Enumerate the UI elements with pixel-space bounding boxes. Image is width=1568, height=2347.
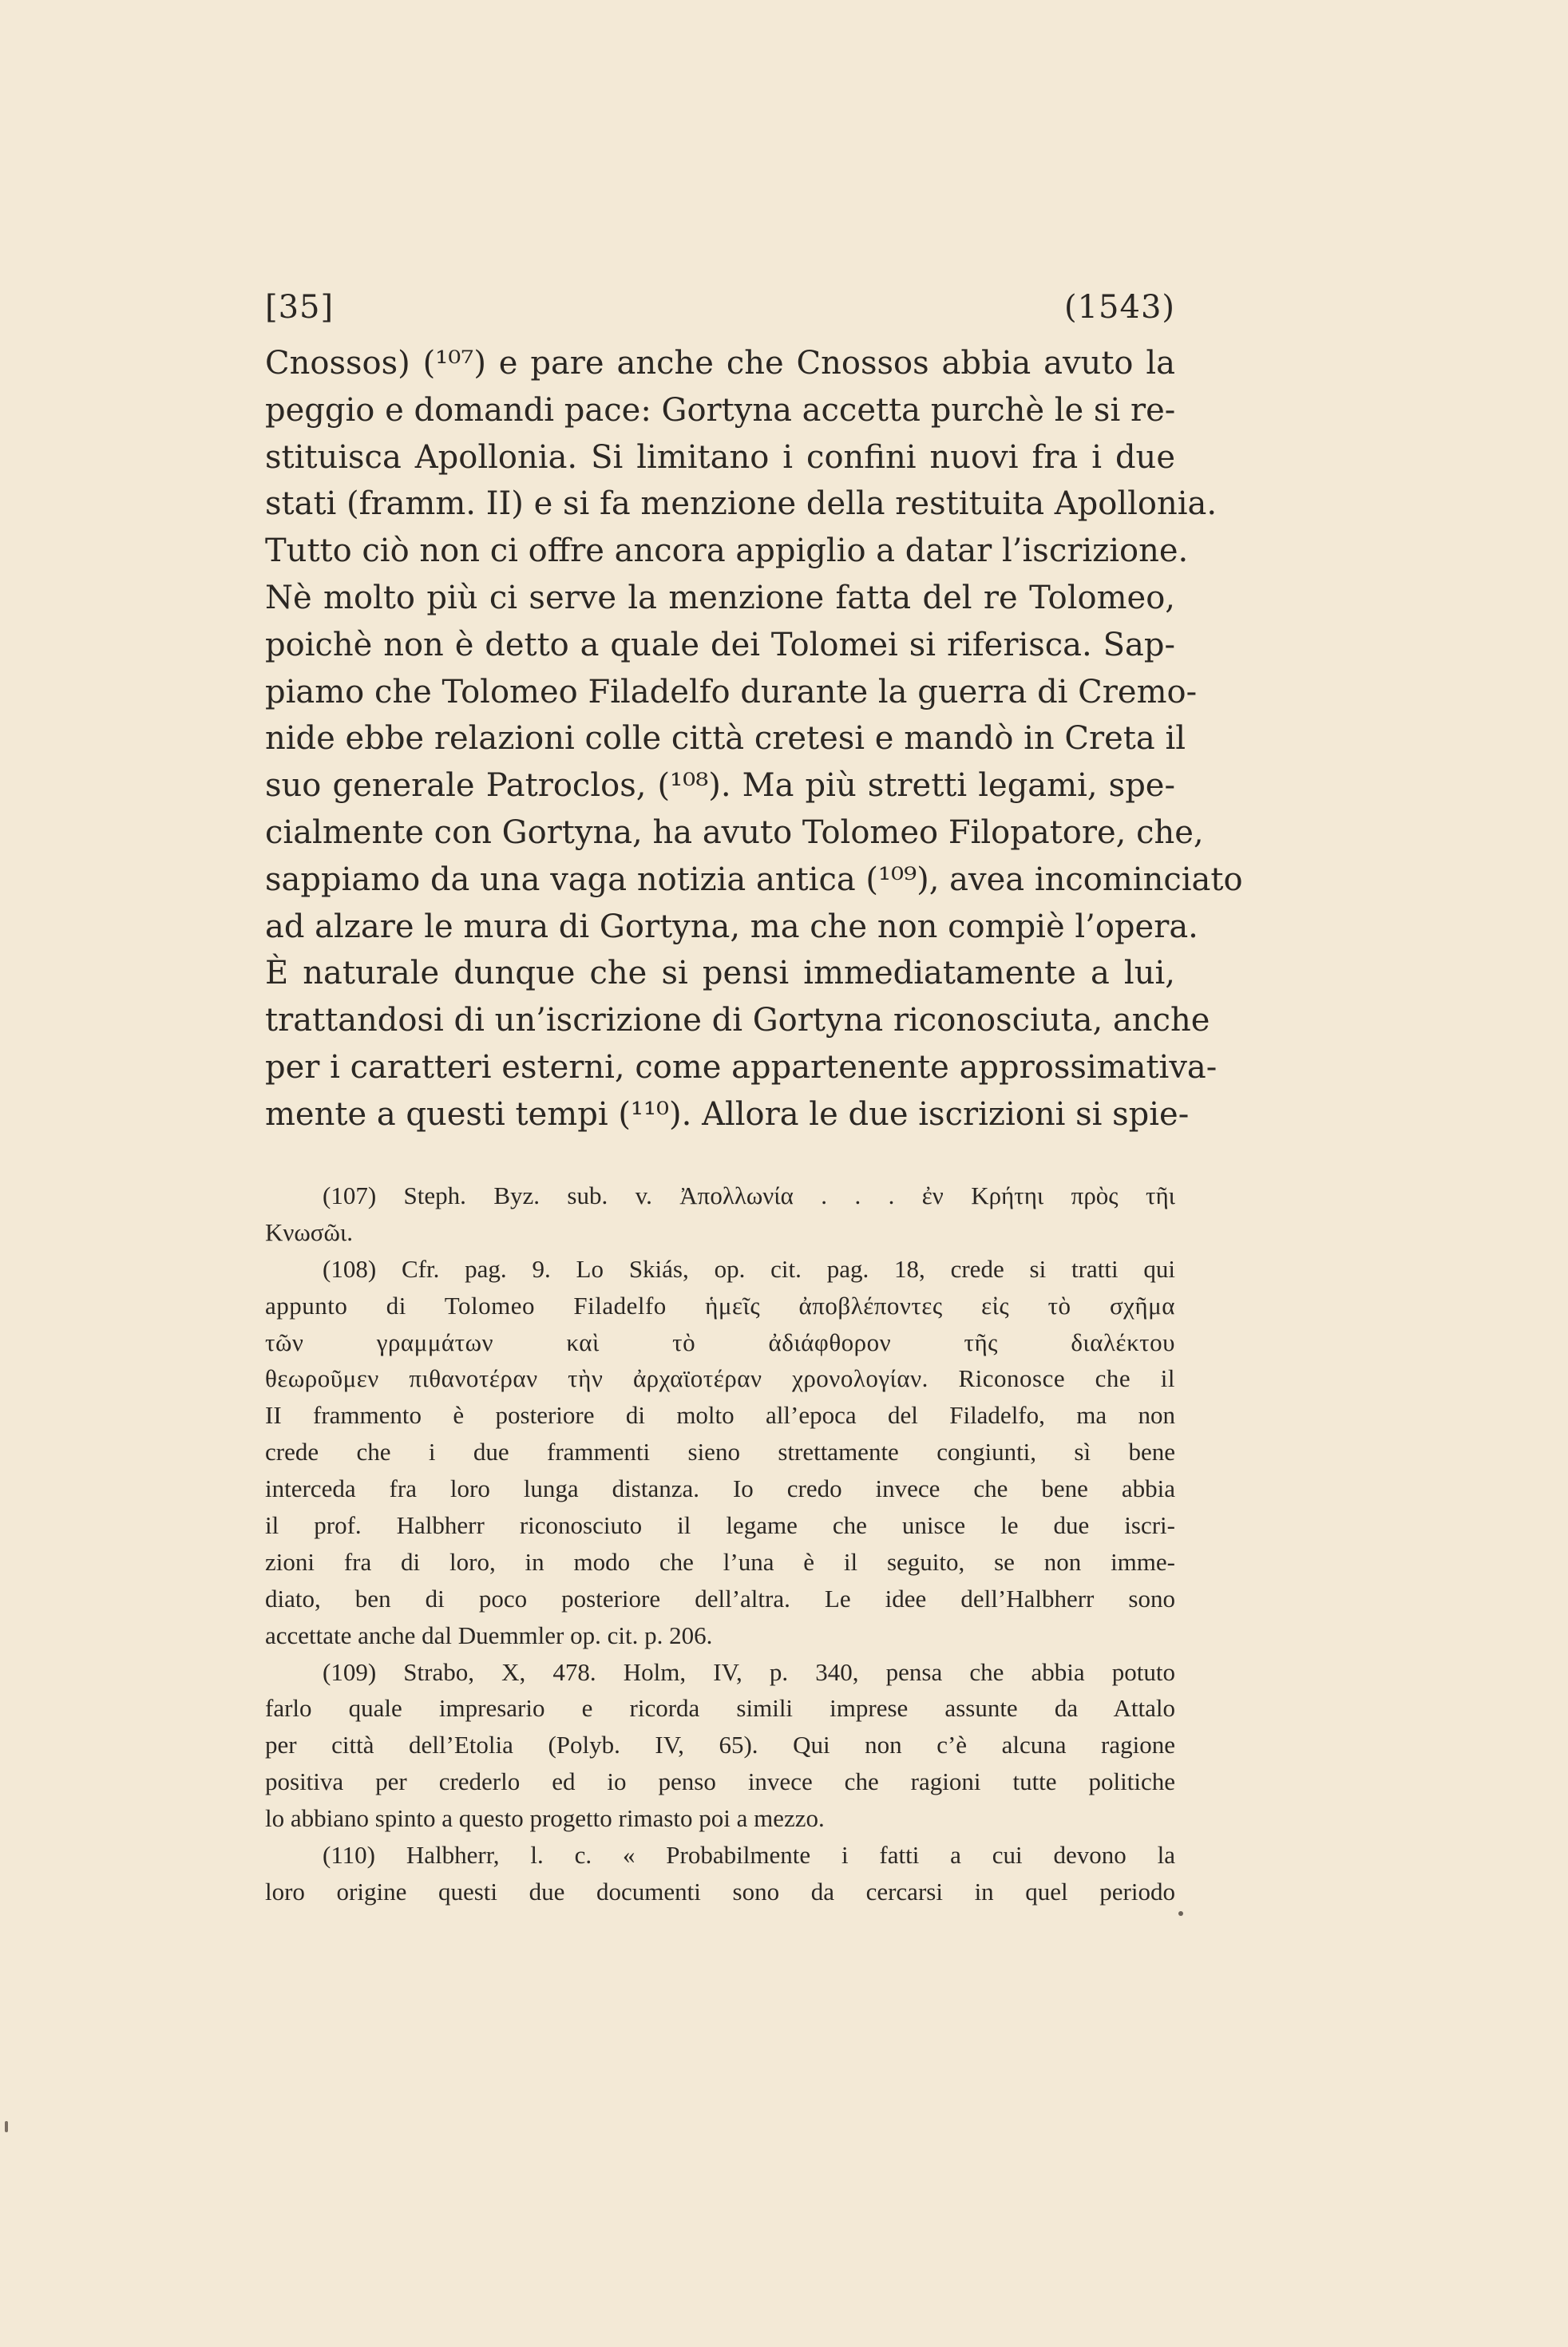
text-line: stituisca Apollonia. Si limitano i confini nuovi fra i due [265, 438, 1175, 476]
text-line: poichè non è detto a quale dei Tolomei si riferisca. Sap- [265, 626, 1175, 663]
footnote-108-line: accettate anche dal Duemmler op. cit. p. 206. [265, 1621, 713, 1649]
page-number-parenthesized: (1543) [1063, 289, 1175, 326]
footnote-108-line: θεωροῦμεν πιθανοτέραν τὴν ἀρχαϊοτέραν χρονολογίαν. Riconosce che il [265, 1364, 1175, 1393]
footnote-107-line: (107) Steph. Byz. sub. v. Ἀπολλωνία . . . ἐν Κρήτηι πρὸς τῆι [323, 1181, 1175, 1209]
text-line: cialmente con Gortyna, ha avuto Tolomeo Filopatore, che, [265, 813, 1204, 851]
text-line: trattandosi di un’iscrizione di Gortyna riconosciuta, anche [265, 1002, 1210, 1039]
text-line: per i caratteri esterni, come appartenente approssimativa- [265, 1048, 1218, 1086]
page-number-bracketed: [35] [265, 289, 335, 326]
footnote-108-line: interceda fra loro lunga distanza. Io credo invece che bene abbia [265, 1474, 1175, 1503]
main-text [265, 340, 1243, 1138]
text-line: mente a questi tempi (¹¹⁰). Allora le due iscrizioni si spie- [265, 1095, 1190, 1133]
text-line: nide ebbe relazioni colle città cretesi e mandò in Creta il [265, 720, 1186, 758]
footnote-110-line: (110) Halbherr, l. c. « Probabilmente i fatti a cui devono la [323, 1841, 1175, 1870]
text-line: Tutto ciò non ci offre ancora appiglio a datar l’iscrizione. [265, 532, 1189, 570]
footnote-109-line: positiva per crederlo ed io penso invece che ragioni tutte politiche [265, 1767, 1175, 1796]
footnote-108-line: appunto di Tolomeo Filadelfo ἡμεῖς ἀποβλέποντες εἰς τὸ σχῆμα [265, 1291, 1175, 1320]
text-line: suo generale Patroclos, (¹⁰⁸). Ma più stretti legami, spe- [265, 767, 1175, 805]
page-header [265, 289, 1175, 337]
footnote-109-line: lo abbiano spinto a questo progetto rimasto poi a mezzo. [265, 1804, 825, 1833]
margin-mark [5, 2121, 8, 2132]
ink-dot [1178, 1911, 1183, 1916]
footnote-108-line: zioni fra di loro, in modo che l’una è il seguito, se non imme- [265, 1547, 1175, 1576]
text-line: stati (framm. II) e si fa menzione della restituita Apollonia. [265, 485, 1218, 523]
footnote-108-line: (108) Cfr. pag. 9. Lo Skiás, op. cit. pag. 18, crede si tratti qui [323, 1254, 1175, 1283]
footnote-108-line: τῶν γραμμάτων καὶ τὸ ἀδιάφθορον τῆς διαλέκτου [265, 1328, 1175, 1356]
text-line: ad alzare le mura di Gortyna, ma che non compiè l’opera. [265, 908, 1198, 945]
text-line: Nè molto più ci serve la menzione fatta del re Tolomeo, [265, 579, 1175, 616]
footnote-108-line: il prof. Halbherr riconosciuto il legame che unisce le due iscri- [265, 1511, 1175, 1540]
footnote-108-line: II frammento è posteriore di molto all’epoca del Filadelfo, ma non [265, 1401, 1175, 1430]
footnote-108-line: diato, ben di poco posteriore dell’altra. Le idee dell’Halbherr sono [265, 1584, 1175, 1613]
text-line: peggio e domandi pace: Gortyna accetta purchè le si re- [265, 391, 1176, 429]
footnote-110-line: loro origine questi due documenti sono da cercarsi in quel periodo [265, 1877, 1175, 1906]
footnote-109-line: (109) Strabo, X, 478. Holm, IV, p. 340, pensa che abbia potuto [323, 1657, 1175, 1686]
footnote-108-line: crede che i due frammenti sieno strettamente congiunti, sì bene [265, 1438, 1175, 1466]
text-line: È naturale dunque che si pensi immediatamente a lui, [265, 955, 1175, 992]
footnote-109-line: per città dell’Etolia (Polyb. IV, 65). Qui non c’è alcuna ragione [265, 1731, 1175, 1759]
footnote-109-line: farlo quale impresario e ricorda simili imprese assunte da Attalo [265, 1694, 1175, 1723]
text-line: Cnossos) (¹⁰⁷) e pare anche che Cnossos abbia avuto la [265, 345, 1175, 382]
text-line: piamo che Tolomeo Filadelfo durante la guerra di Cremo- [265, 673, 1198, 710]
text-line: sappiamo da una vaga notizia antica (¹⁰⁹), avea incominciato [265, 861, 1243, 898]
footnotes [265, 1177, 1175, 1910]
footnote-107-line: Κνωσῶι. [265, 1217, 354, 1246]
